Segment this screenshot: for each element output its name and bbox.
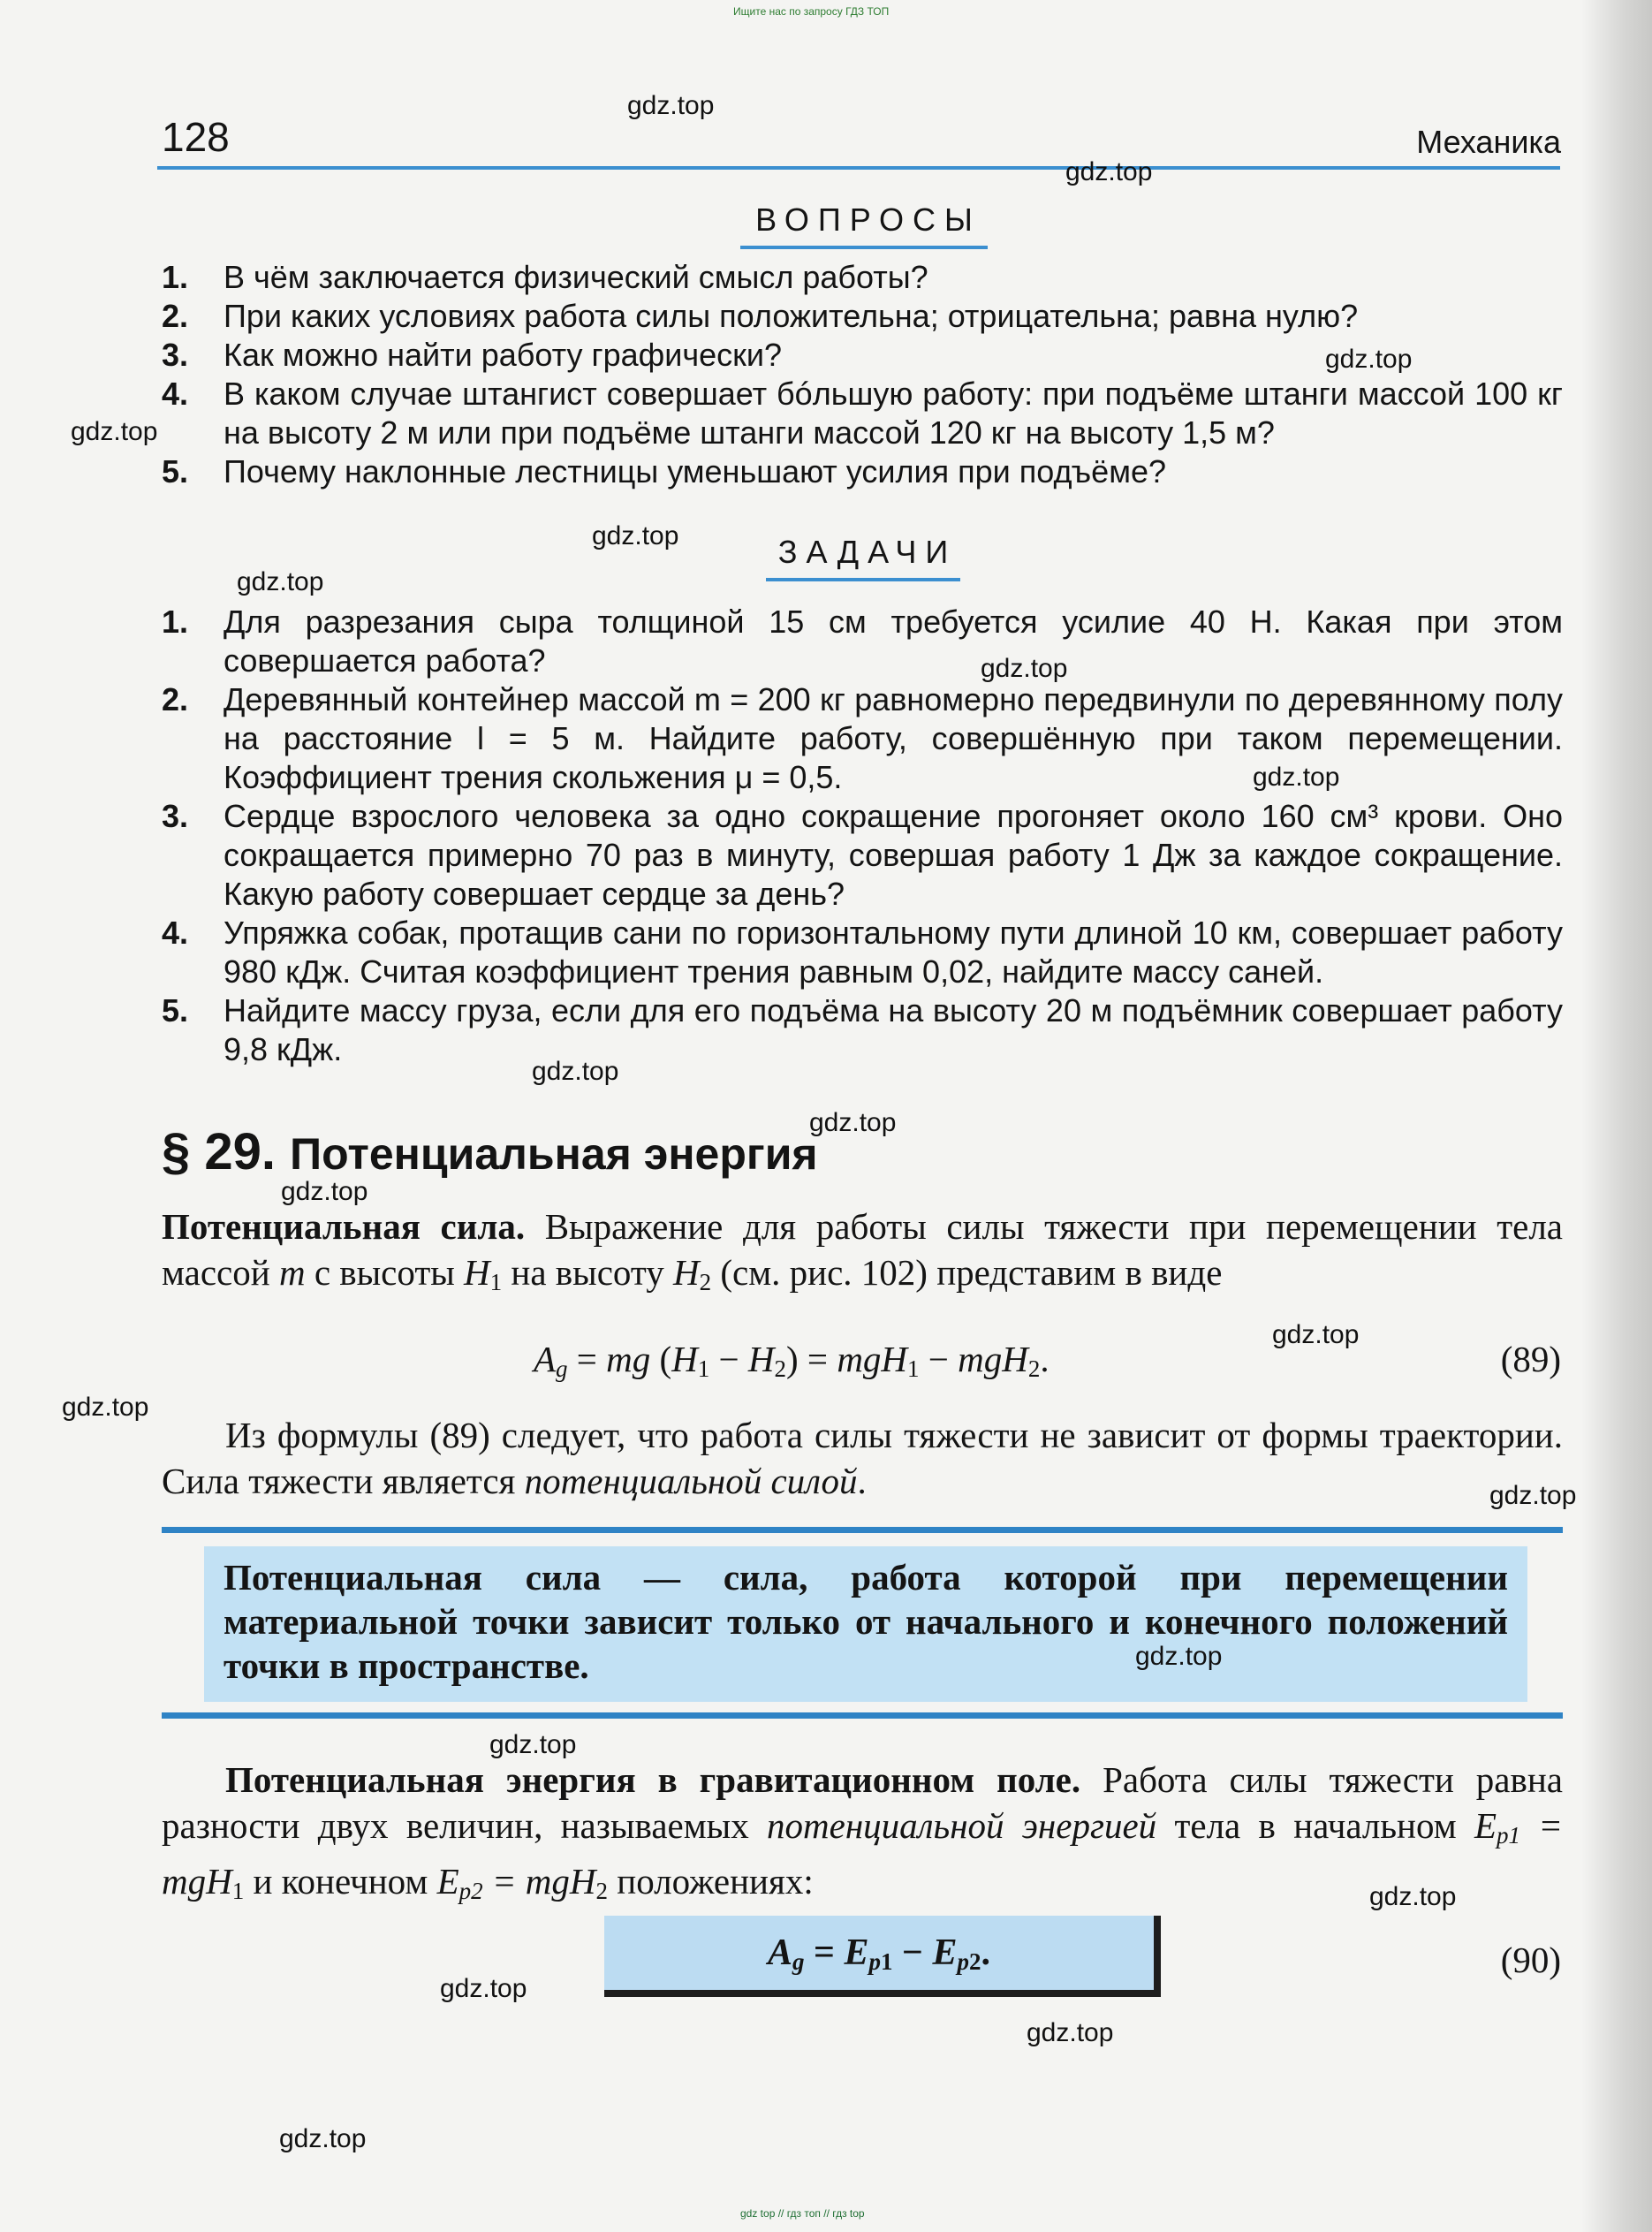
question-number: 4. [162, 376, 189, 412]
formula-89-number: (89) [1500, 1339, 1561, 1379]
task-number: 1. [162, 604, 189, 640]
task-item [162, 680, 1563, 797]
text-run: . [857, 1461, 867, 1501]
question-text: В чём заключается физический смысл работы? [224, 259, 928, 295]
page-edge-shadow [1581, 0, 1652, 2232]
task-text: Упряжка собак, протащив сани по горизонтальному пути длиной 10 км, совершает работу 980 кДж. Считая коэффициент трения равным 0,02, найдите массу саней. [224, 915, 1563, 990]
watermark: gdz.top [279, 2124, 367, 2153]
question-number: 5. [162, 453, 189, 490]
task-text: Найдите массу груза, если для его подъёма на высоту 20 м подъёмник совершает работу 9,8 кДж. [224, 992, 1563, 1067]
formula-90-box: $A_g = E_{p1} - E_{p2}$. [604, 1916, 1161, 1997]
potential-force-lead: Потенциальная сила. [162, 1206, 526, 1247]
question-text: В каком случае штангист совершает бóльшую работу: при подъёме штанги массой 100 кг на высоту 2 м или при подъёме штанги массой 120 кг на высоту 1,5 м? [224, 376, 1563, 451]
var-h2: H [673, 1252, 700, 1293]
text-run: с высоты [305, 1252, 465, 1293]
watermark: gdz.top [489, 1730, 577, 1759]
watermark: gdz.top [592, 521, 679, 550]
sub-p1: p1 [1497, 1822, 1520, 1849]
question-text: Как можно найти работу графически? [224, 337, 783, 373]
text-run: тела в начальном [1156, 1805, 1474, 1846]
emphasis-potential-energy: потенциальной энергией [767, 1805, 1157, 1846]
watermark: gdz.top [1065, 157, 1153, 186]
task-number: 5. [162, 992, 189, 1029]
question-number: 1. [162, 259, 189, 295]
watermark: gdz.top [237, 567, 324, 596]
question-item [162, 375, 1563, 452]
text-run: положениях: [608, 1861, 814, 1902]
header-rule [157, 166, 1560, 170]
bottom-note: gdz top // гдз топ // гдз top [740, 2207, 865, 2220]
watermark: gdz.top [1369, 1882, 1457, 1911]
task-text: Для разрезания сыра толщиной 15 см требуется усилие 40 Н. Какая при этом совершается работа? [224, 604, 1563, 679]
sub-2: 2 [595, 1878, 609, 1904]
page-number: 128 [162, 114, 230, 160]
task-text: Деревянный контейнер массой m = 200 кг равномерно передвинули по деревянному полу на расстояние l = 5 м. Найдите работу, совершённую при таком перемещении. Коэффициент трения скольжения μ = 0,5. [224, 681, 1563, 795]
questions-heading [740, 201, 997, 239]
task-item [162, 797, 1563, 914]
tasks-list [162, 603, 1563, 1069]
task-number: 3. [162, 798, 189, 834]
gravitational-energy-lead: Потенциальная энергия в гравитационном поле. [225, 1759, 1081, 1800]
watermark: gdz.top [281, 1177, 368, 1206]
watermark: gdz.top [1253, 763, 1340, 792]
sub-p2: p2 [458, 1878, 483, 1904]
text-run: (см. рис. 102) представим в виде [711, 1252, 1223, 1293]
task-number: 2. [162, 681, 189, 717]
question-text: Почему наклонные лестницы уменьшают усилия при подъёме? [224, 453, 1166, 490]
watermark: gdz.top [1135, 1642, 1223, 1671]
sub-1: 1 [489, 1269, 503, 1295]
watermark: gdz.top [71, 417, 158, 446]
tasks-heading-underline [766, 578, 960, 581]
var-m: m [278, 1252, 306, 1293]
questions-heading-text: ВОПРОСЫ [755, 201, 981, 238]
paragraph-gravitational-energy [162, 1757, 1563, 1914]
expr-mgh1: = mgH [162, 1805, 1563, 1902]
question-text: При каких условиях работа силы положительна; отрицательна; равна нулю? [224, 298, 1359, 334]
paragraph-trajectory [162, 1412, 1563, 1504]
task-item [162, 603, 1563, 680]
var-ep2: E [436, 1861, 459, 1902]
top-note: Ищите нас по запросу ГДЗ ТОП [733, 5, 890, 18]
questions-heading-underline [740, 246, 988, 249]
watermark: gdz.top [1272, 1320, 1360, 1349]
task-text: Сердце взрослого человека за одно сокращение прогоняет около 160 см³ крови. Оно сокращается примерно 70 раз в минуту, совершая работу 1 Дж за каждое сокращение. Какую работу совершает сердце за день? [224, 798, 1563, 912]
emphasis-potential-force: потенциальной силой [524, 1461, 858, 1501]
sub-2: 2 [699, 1269, 712, 1295]
task-item [162, 914, 1563, 991]
definition-rule-top [162, 1527, 1563, 1533]
tasks-heading [766, 534, 969, 571]
question-item [162, 297, 1563, 336]
watermark: gdz.top [1325, 345, 1413, 374]
definition-box: Потенциальная сила — сила, работа которой при перемещении материальной точки зависит только от начального и конечного положений точки в пространстве. [204, 1546, 1527, 1702]
watermark: gdz.top [440, 1974, 527, 2003]
definition-band [162, 1520, 1563, 1732]
watermark: gdz.top [809, 1108, 897, 1137]
watermark: gdz.top [1027, 2018, 1114, 2047]
task-number: 4. [162, 915, 189, 951]
paragraph-title [162, 1122, 818, 1181]
question-number: 2. [162, 298, 189, 334]
paragraph-name: Потенциальная энергия [290, 1129, 818, 1179]
section-title: Механика [1416, 124, 1561, 160]
question-item [162, 258, 1563, 297]
question-number: 3. [162, 337, 189, 373]
sub-1: 1 [231, 1878, 245, 1904]
var-ep1: E [1474, 1805, 1497, 1846]
text-run: на высоту [502, 1252, 673, 1293]
watermark: gdz.top [981, 654, 1068, 683]
watermark: gdz.top [62, 1393, 149, 1422]
formula-89: $A_g$ = mg $(H_1 - H_2) = mgH_1 - mgH_2$. [534, 1339, 1050, 1382]
text-run: Работа силы тяжести равна разности двух величин, называемых [162, 1759, 1564, 1846]
formula-90-number: (90) [1500, 1940, 1561, 1980]
text-run: Выражение для работы силы тяжести при перемещении тела массой [162, 1206, 1563, 1293]
definition-rule-bottom [162, 1712, 1563, 1719]
watermark: gdz.top [532, 1057, 619, 1086]
text-run: Из формулы (89) следует, что работа силы тяжести не зависит от формы траектории. Сила тяжести является [162, 1415, 1563, 1501]
watermark: gdz.top [627, 91, 715, 120]
expr-mgh2: = mgH [482, 1861, 596, 1902]
question-item [162, 452, 1563, 491]
questions-list [162, 258, 1563, 491]
paragraph-number: § 29. [162, 1123, 276, 1181]
paragraph-potential-force [162, 1203, 1563, 1305]
text-run: и конечном [244, 1861, 437, 1902]
var-h1: H [464, 1252, 490, 1293]
tasks-heading-text: ЗАДАЧИ [777, 534, 958, 570]
task-item [162, 991, 1563, 1069]
watermark: gdz.top [1489, 1481, 1577, 1510]
